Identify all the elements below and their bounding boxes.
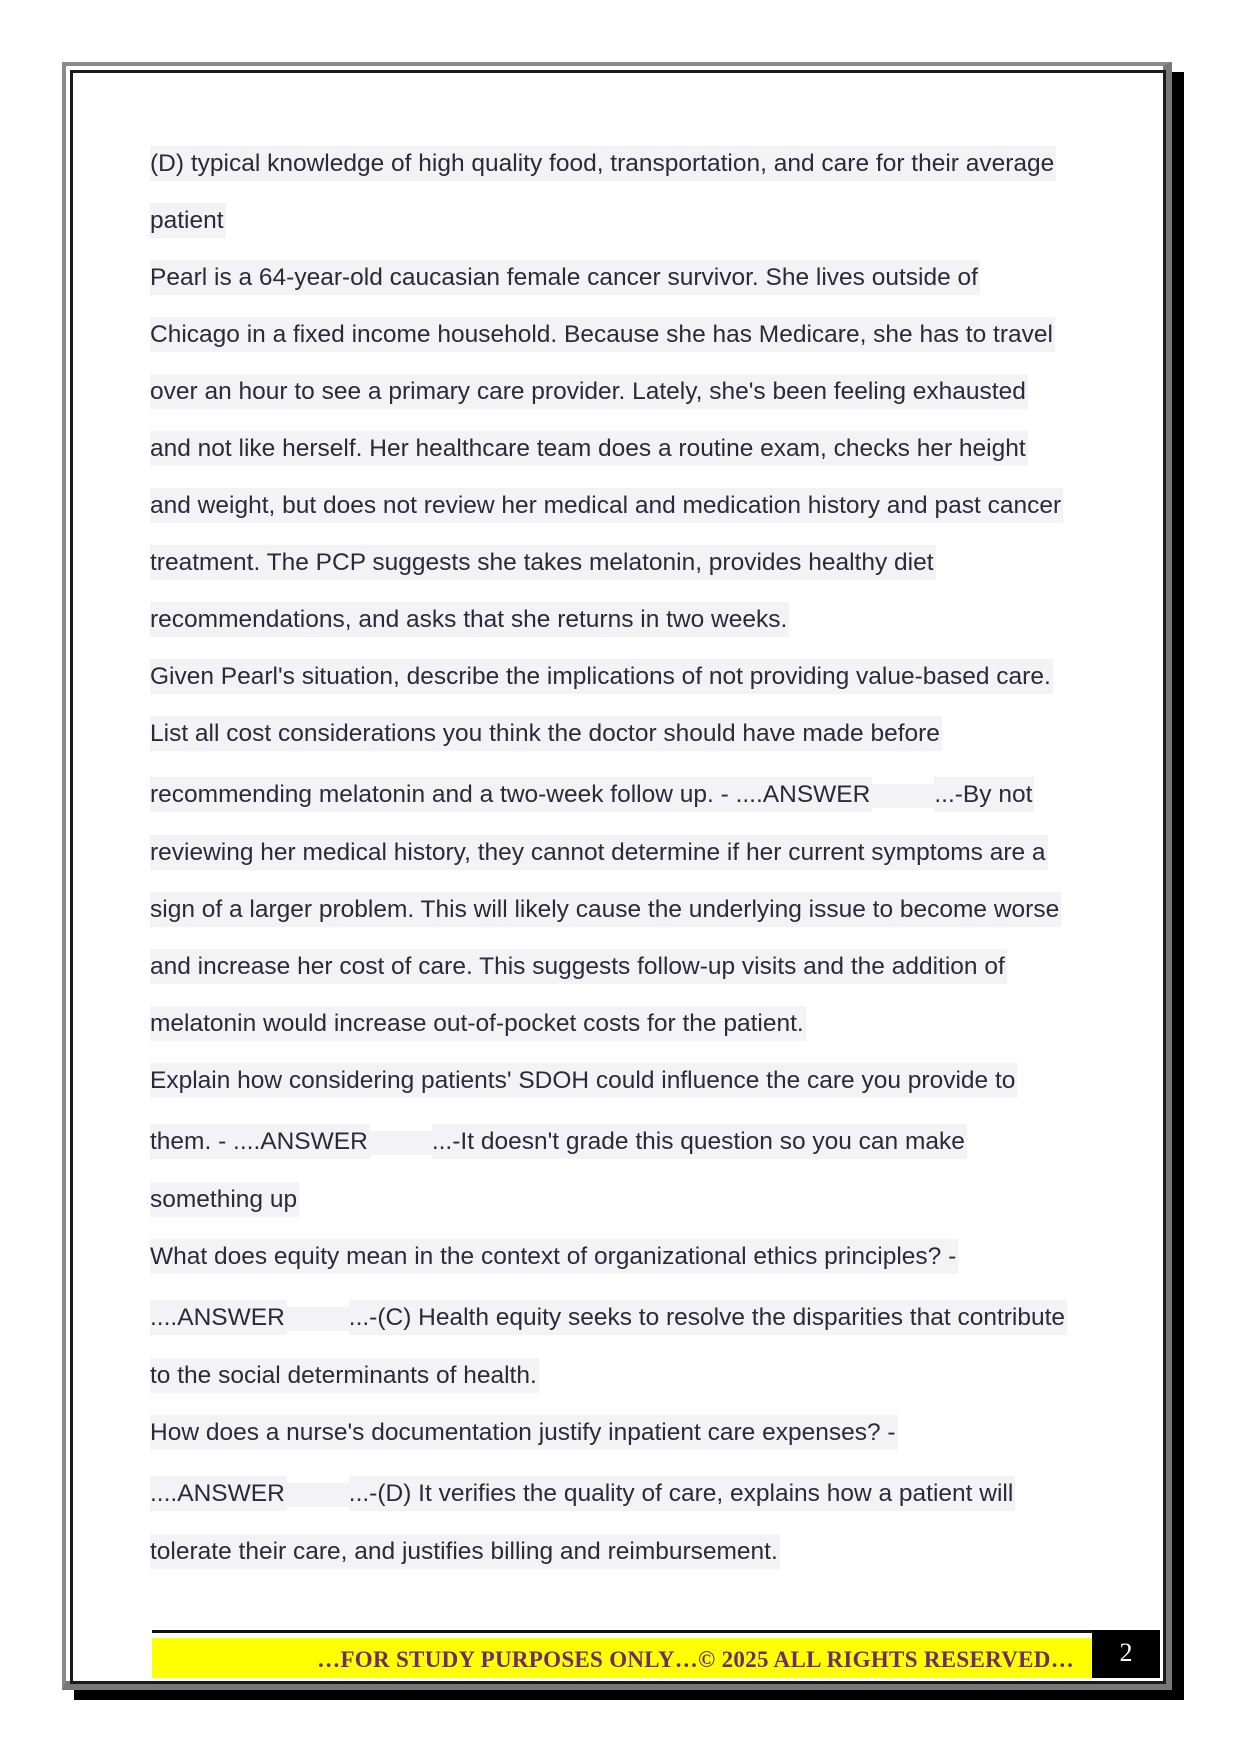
text-line: patient (150, 197, 1090, 254)
answer-line (150, 1114, 1090, 1176)
text-line: How does a nurse's documentation justify inpatient care expenses? - (150, 1409, 1090, 1466)
text-line: something up (150, 1176, 1090, 1233)
page-number: 2 (1092, 1630, 1160, 1678)
answer-text: ...-It doesn't grade this question so you can make (432, 1124, 967, 1159)
footer-notice: …FOR STUDY PURPOSES ONLY…© 2025 ALL RIGHTS RESERVED… (152, 1638, 1092, 1678)
document-body (150, 140, 1090, 1585)
text-line: and increase her cost of care. This suggests follow-up visits and the addition of (150, 943, 1090, 1000)
answer-prefix: recommending melatonin and a two-week follow up. - ....ANSWER (150, 777, 872, 812)
answer-gap (287, 1307, 349, 1331)
answer-gap (370, 1131, 432, 1155)
text-line: sign of a larger problem. This will likely cause the underlying issue to become worse (150, 886, 1090, 943)
answer-gap (872, 784, 934, 808)
answer-prefix: ....ANSWER (150, 1300, 287, 1335)
answer-text: ...-By not (934, 777, 1034, 812)
text-line: treatment. The PCP suggests she takes melatonin, provides healthy diet (150, 539, 1090, 596)
text-line: Given Pearl's situation, describe the implications of not providing value-based care. (150, 653, 1090, 710)
text-line: over an hour to see a primary care provider. Lately, she's been feeling exhausted (150, 368, 1090, 425)
text-line: Pearl is a 64-year-old caucasian female cancer survivor. She lives outside of (150, 254, 1090, 311)
text-line: recommendations, and asks that she returns in two weeks. (150, 596, 1090, 653)
text-line: Explain how considering patients' SDOH could influence the care you provide to (150, 1057, 1090, 1114)
text-line: tolerate their care, and justifies billing and reimbursement. (150, 1528, 1090, 1585)
text-line: Chicago in a fixed income household. Because she has Medicare, she has to travel (150, 311, 1090, 368)
text-line: reviewing her medical history, they cannot determine if her current symptoms are a (150, 829, 1090, 886)
answer-prefix: them. - ....ANSWER (150, 1124, 370, 1159)
answer-text: ...-(D) It verifies the quality of care, explains how a patient will (349, 1476, 1016, 1511)
text-line: to the social determinants of health. (150, 1352, 1090, 1409)
answer-line (150, 767, 1090, 829)
answer-text: ...-(C) Health equity seeks to resolve the disparities that contribute (349, 1300, 1067, 1335)
footer-rule (152, 1630, 1130, 1633)
text-line: (D) typical knowledge of high quality food, transportation, and care for their average (150, 140, 1090, 197)
text-line: melatonin would increase out-of-pocket costs for the patient. (150, 1000, 1090, 1057)
text-line: and weight, but does not review her medical and medication history and past cancer (150, 482, 1090, 539)
text-line: List all cost considerations you think the doctor should have made before (150, 710, 1090, 767)
text-line: What does equity mean in the context of organizational ethics principles? - (150, 1233, 1090, 1290)
answer-line (150, 1466, 1090, 1528)
answer-prefix: ....ANSWER (150, 1476, 287, 1511)
answer-line (150, 1290, 1090, 1352)
answer-gap (287, 1483, 349, 1507)
text-line: and not like herself. Her healthcare team does a routine exam, checks her height (150, 425, 1090, 482)
